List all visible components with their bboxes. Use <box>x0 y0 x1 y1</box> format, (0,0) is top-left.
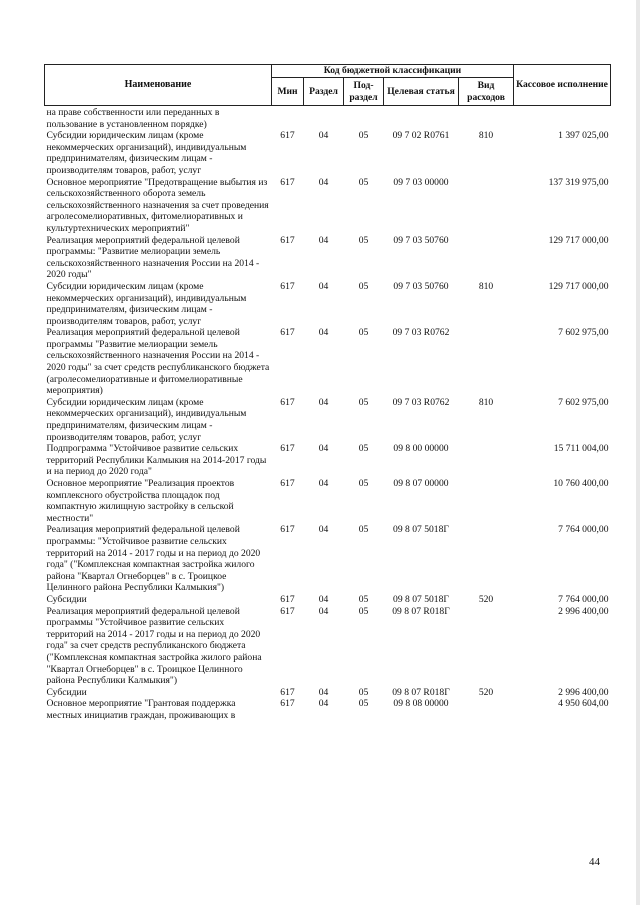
cell-expense: 810 <box>478 280 494 292</box>
cell-name: Субсидии юридическим лицам (кроме некоммерческих организаций), индивидуальным предпринимателям, физическим лицам - производителям товаров, работ, услуг <box>46 396 247 443</box>
cell-target: 09 7 02 R0761 <box>392 130 450 142</box>
cell-expense: 810 <box>478 130 494 142</box>
cell-min: 617 <box>280 280 295 292</box>
cell-podrazdel: 05 <box>358 327 369 339</box>
table-row <box>45 594 611 606</box>
cell-name: Реализация мероприятий федеральной целевой программы "Устойчивое развитие сельских территорий на 2014 - 2017 годы и на период до 2020 года" за счет средств республиканского бюджета ("Комплексная компактная застройка жилого района "Квартал Огнеборцев" в с. Троицкое Целинного района Республики Калмыкия") <box>46 605 262 687</box>
cell-name: Подпрограмма "Устойчивое развитие сельских территорий Республики Калмыкия на 2014-2017 годы и на период до 2020 года" <box>46 443 267 478</box>
cell-amount: 2 996 400,00 <box>558 686 609 698</box>
cell-podrazdel: 05 <box>358 443 369 455</box>
header-execution: Кассовое исполнение <box>514 65 611 106</box>
cell-razdel: 04 <box>318 605 329 617</box>
cell-podrazdel: 05 <box>358 593 369 605</box>
cell-amount: 7 764 000,00 <box>558 524 609 536</box>
cell-expense <box>459 606 514 687</box>
cell-expense <box>459 524 514 594</box>
cell-min: 617 <box>280 605 295 617</box>
cell-razdel: 04 <box>318 234 329 246</box>
cell-razdel <box>304 106 344 131</box>
cell-min: 617 <box>280 698 295 710</box>
cell-razdel: 04 <box>318 176 329 188</box>
cell-target: 09 8 07 5018Г <box>393 593 449 605</box>
cell-razdel: 04 <box>318 593 329 605</box>
cell-amount <box>514 106 611 131</box>
cell-podrazdel: 05 <box>358 478 369 489</box>
budget-table-container <box>44 64 610 721</box>
header-razdel: Раздел <box>304 78 344 106</box>
cell-name: Субсидии юридическим лицам (кроме некоммерческих организаций), индивидуальным предпринимателям, физическим лицам - производителям товаров, работ, услуг <box>46 130 247 176</box>
cell-min: 617 <box>280 686 295 698</box>
table-row <box>45 327 611 397</box>
cell-expense <box>459 478 514 524</box>
cell-amount: 129 717 000,00 <box>548 280 609 292</box>
cell-razdel: 04 <box>318 280 329 292</box>
cell-expense: 810 <box>478 396 494 408</box>
cell-expense <box>459 106 514 131</box>
cell-amount: 4 950 604,00 <box>558 698 609 710</box>
cell-min <box>272 106 304 131</box>
cell-podrazdel <box>344 106 384 131</box>
table-row <box>45 235 611 281</box>
cell-name: Субсидии <box>46 686 87 698</box>
cell-name: Основное мероприятие "Грантовая поддержка местных инициатив граждан, проживающих в <box>46 698 236 721</box>
cell-amount: 15 711 004,00 <box>553 443 609 455</box>
table-row <box>45 106 611 131</box>
cell-razdel: 04 <box>318 686 329 698</box>
cell-name: Реализация мероприятий федеральной целевой программы: "Развитие мелиорации земель сельскохозяйственного назначения России на 2014 - 2020 годы" <box>46 234 260 281</box>
cell-podrazdel: 05 <box>358 524 369 536</box>
cell-target: 09 7 03 R0762 <box>392 327 450 339</box>
cell-razdel: 04 <box>318 524 329 536</box>
table-row <box>45 478 611 524</box>
table-row <box>45 524 611 594</box>
cell-podrazdel: 05 <box>358 698 369 710</box>
cell-target: 09 7 03 R0762 <box>392 396 450 408</box>
cell-podrazdel: 05 <box>358 176 369 188</box>
cell-podrazdel: 05 <box>358 130 369 142</box>
table-row <box>45 698 611 721</box>
header-podrazdel: Под-раздел <box>344 78 384 106</box>
cell-expense: 520 <box>478 593 494 605</box>
cell-min: 617 <box>280 396 295 408</box>
cell-razdel: 04 <box>318 698 329 710</box>
table-row <box>45 177 611 235</box>
budget-table <box>44 64 611 721</box>
cell-razdel: 04 <box>318 327 329 339</box>
cell-amount: 7 764 000,00 <box>558 593 609 605</box>
cell-razdel: 04 <box>318 443 329 455</box>
header-code-group: Код бюджетной классификации <box>272 65 514 78</box>
cell-target <box>384 106 459 131</box>
cell-name: Основное мероприятие "Предотвращение выбытия из сельскохозяйственного оборота земель сельскохозяйственного назначения за счет проведения агролесомелиоративных, фитомелиоративных и культуртехнических мероприятий" <box>46 176 269 234</box>
cell-amount: 2 996 400,00 <box>558 605 609 617</box>
cell-expense <box>459 698 514 721</box>
page-number: 44 <box>589 856 600 868</box>
table-row <box>45 397 611 443</box>
cell-name: Основное мероприятие "Реализация проектов комплексного обустройства площадок под компактную жилищную застройку в сельской местности" <box>46 478 235 524</box>
cell-expense <box>459 443 514 478</box>
cell-name: Субсидии юридическим лицам (кроме некоммерческих организаций), индивидуальным предпринимателям, физическим лицам - производителям товаров, работ, услуг <box>46 280 247 327</box>
cell-min: 617 <box>280 478 295 489</box>
cell-min: 617 <box>280 524 295 536</box>
header-name: Наименование <box>45 65 272 106</box>
cell-target: 09 8 07 R018Г <box>392 605 450 617</box>
cell-target: 09 8 08 00000 <box>393 698 449 710</box>
cell-razdel: 04 <box>318 130 329 142</box>
cell-razdel: 04 <box>318 396 329 408</box>
cell-min: 617 <box>280 443 295 455</box>
cell-podrazdel: 05 <box>358 234 369 246</box>
cell-min: 617 <box>280 130 295 142</box>
header-min: Мин <box>272 78 304 106</box>
cell-razdel: 04 <box>318 478 329 489</box>
cell-podrazdel: 05 <box>358 686 369 698</box>
cell-expense <box>459 327 514 397</box>
table-row <box>45 687 611 699</box>
cell-target: 09 8 07 5018Г <box>393 524 449 536</box>
cell-min: 617 <box>280 176 295 188</box>
table-row <box>45 281 611 327</box>
cell-expense <box>459 235 514 281</box>
table-row <box>45 443 611 478</box>
cell-podrazdel: 05 <box>358 280 369 292</box>
cell-expense <box>459 177 514 235</box>
cell-amount: 7 602 975,00 <box>558 396 609 408</box>
cell-name: Реализация мероприятий федеральной целевой программы "Развитие мелиорации земель сельскохозяйственного назначения России на 2014 - 2020 годы" за счет средств республиканского бюджета (агролесомелиоративные и фитомелиоративные мероприятия) <box>46 327 270 397</box>
cell-name: на праве собственности или переданных в пользование в установленном порядке) <box>46 107 220 130</box>
cell-amount: 1 397 025,00 <box>558 130 609 142</box>
table-row <box>45 130 611 176</box>
cell-target: 09 8 07 R018Г <box>392 686 450 698</box>
cell-min: 617 <box>280 593 295 605</box>
cell-target: 09 8 07 00000 <box>393 478 449 489</box>
header-expense: Вид расходов <box>459 78 514 106</box>
cell-min: 617 <box>280 327 295 339</box>
cell-name: Реализация мероприятий федеральной целевой программы: "Устойчивое развитие сельских территорий на 2014 - 2017 годы и на период до 2020 года" ("Комплексная компактная застройка жилого района "Квартал Огнеборцев" в с. Троицкое Целинного района Республики Калмыкия") <box>46 524 261 594</box>
cell-amount: 7 602 975,00 <box>558 327 609 339</box>
header-target: Целевая статья <box>384 78 459 106</box>
table-row <box>45 606 611 687</box>
cell-podrazdel: 05 <box>358 605 369 617</box>
cell-target: 09 8 00 00000 <box>393 443 449 455</box>
cell-name: Субсидии <box>46 593 87 605</box>
cell-amount: 10 760 400,00 <box>553 478 609 489</box>
cell-podrazdel: 05 <box>358 396 369 408</box>
cell-amount: 137 319 975,00 <box>548 176 609 188</box>
cell-target: 09 7 03 00000 <box>393 176 449 188</box>
scan-edge <box>636 0 640 905</box>
cell-target: 09 7 03 50760 <box>393 280 449 292</box>
cell-expense: 520 <box>478 686 494 698</box>
cell-target: 09 7 03 50760 <box>393 234 449 246</box>
cell-min: 617 <box>280 234 295 246</box>
cell-amount: 129 717 000,00 <box>548 234 609 246</box>
